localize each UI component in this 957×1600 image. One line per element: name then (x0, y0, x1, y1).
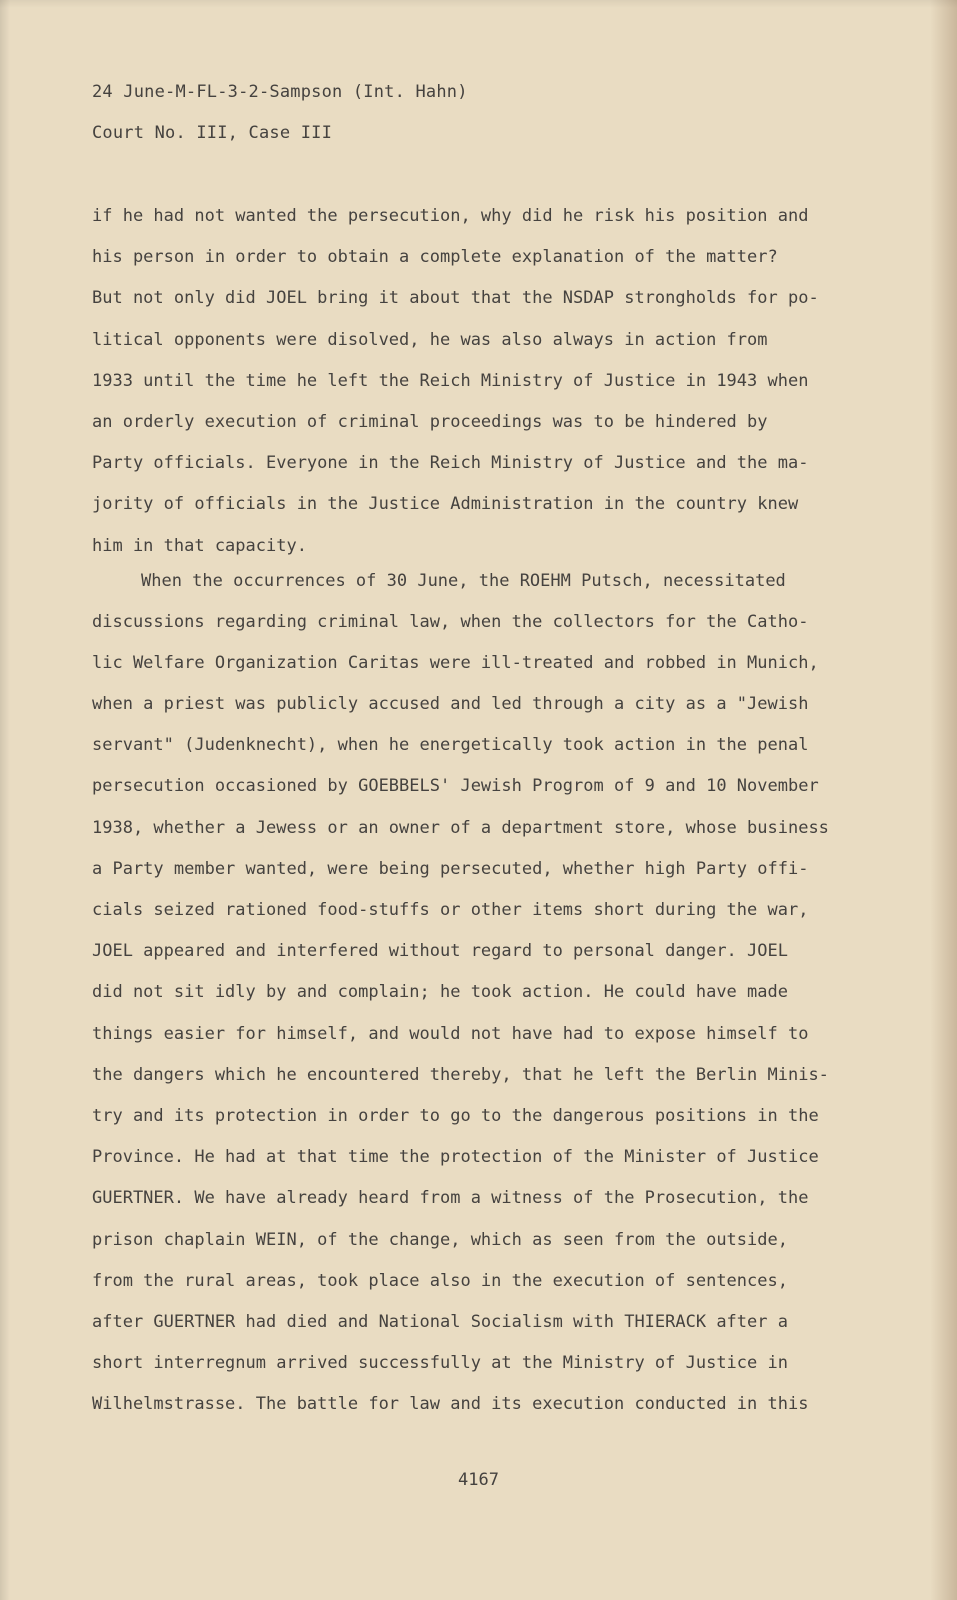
text-line: When the occurrences of 30 June, the ROEHM Putsch, necessitated (141, 570, 786, 591)
text-line: But not only did JOEL bring it about that the NSDAP strongholds for po- (92, 288, 819, 309)
text-line: Party officials. Everyone in the Reich Ministry of Justice and the ma- (92, 453, 809, 474)
text-line: prison chaplain WEIN, of the change, which as seen from the outside, (92, 1229, 788, 1250)
text-line: litical opponents were disolved, he was also always in action from (92, 329, 768, 350)
text-line: short interregnum arrived successfully at the Ministry of Justice in (92, 1353, 788, 1374)
text-line: discussions regarding criminal law, when the collectors for the Catho- (92, 611, 809, 632)
text-line: JOEL appeared and interfered without regard to personal danger. JOEL (92, 941, 788, 962)
text-line: jority of officials in the Justice Administration in the country knew (92, 494, 799, 515)
text-line: lic Welfare Organization Caritas were ill-treated and robbed in Munich, (92, 652, 819, 673)
text-line: did not sit idly by and complain; he took action. He could have made (92, 982, 788, 1003)
text-line: after GUERTNER had died and National Socialism with THIERACK after a (92, 1311, 788, 1332)
text-line: servant" (Judenknecht), when he energetically took action in the penal (92, 735, 809, 756)
text-line: the dangers which he encountered thereby, that he left the Berlin Minis- (92, 1064, 829, 1085)
text-line: 1933 until the time he left the Reich Ministry of Justice in 1943 when (92, 370, 809, 391)
text-line: when a priest was publicly accused and led through a city as a "Jewish (92, 694, 809, 715)
page-number: 4167 (458, 1470, 499, 1490)
text-line: if he had not wanted the persecution, why did he risk his position and (92, 206, 809, 226)
text-line: try and its protection in order to go to the dangerous positions in the (92, 1105, 819, 1126)
text-line: cials seized rationed food-stuffs or other items short during the war, (92, 900, 809, 920)
text-line: Wilhelmstrasse. The battle for law and its execution conducted in this (92, 1394, 809, 1415)
text-line: from the rural areas, took place also in the execution of sentences, (92, 1270, 788, 1291)
text-line: an orderly execution of criminal proceedings was to be hindered by (92, 411, 768, 432)
text-line: his person in order to obtain a complete explanation of the matter? (92, 247, 778, 268)
transcript-reference: 24 June-M-FL-3-2-Sampson (Int. Hahn) (92, 82, 468, 102)
court-case-line: Court No. III, Case III (92, 123, 333, 143)
text-line: Province. He had at that time the protection of the Minister of Justice (92, 1147, 819, 1168)
text-line: 1938, whether a Jewess or an owner of a department store, whose business (92, 817, 829, 838)
body-text (92, 206, 832, 1435)
text-line: GUERTNER. We have already heard from a witness of the Prosecution, the (92, 1188, 809, 1209)
text-line: him in that capacity. (92, 535, 307, 556)
text-line: a Party member wanted, were being persecuted, whether high Party offi- (92, 858, 809, 879)
text-line: things easier for himself, and would not have had to expose himself to (92, 1023, 809, 1044)
text-line: persecution occasioned by GOEBBELS' Jewish Progrom of 9 and 10 November (92, 776, 819, 797)
